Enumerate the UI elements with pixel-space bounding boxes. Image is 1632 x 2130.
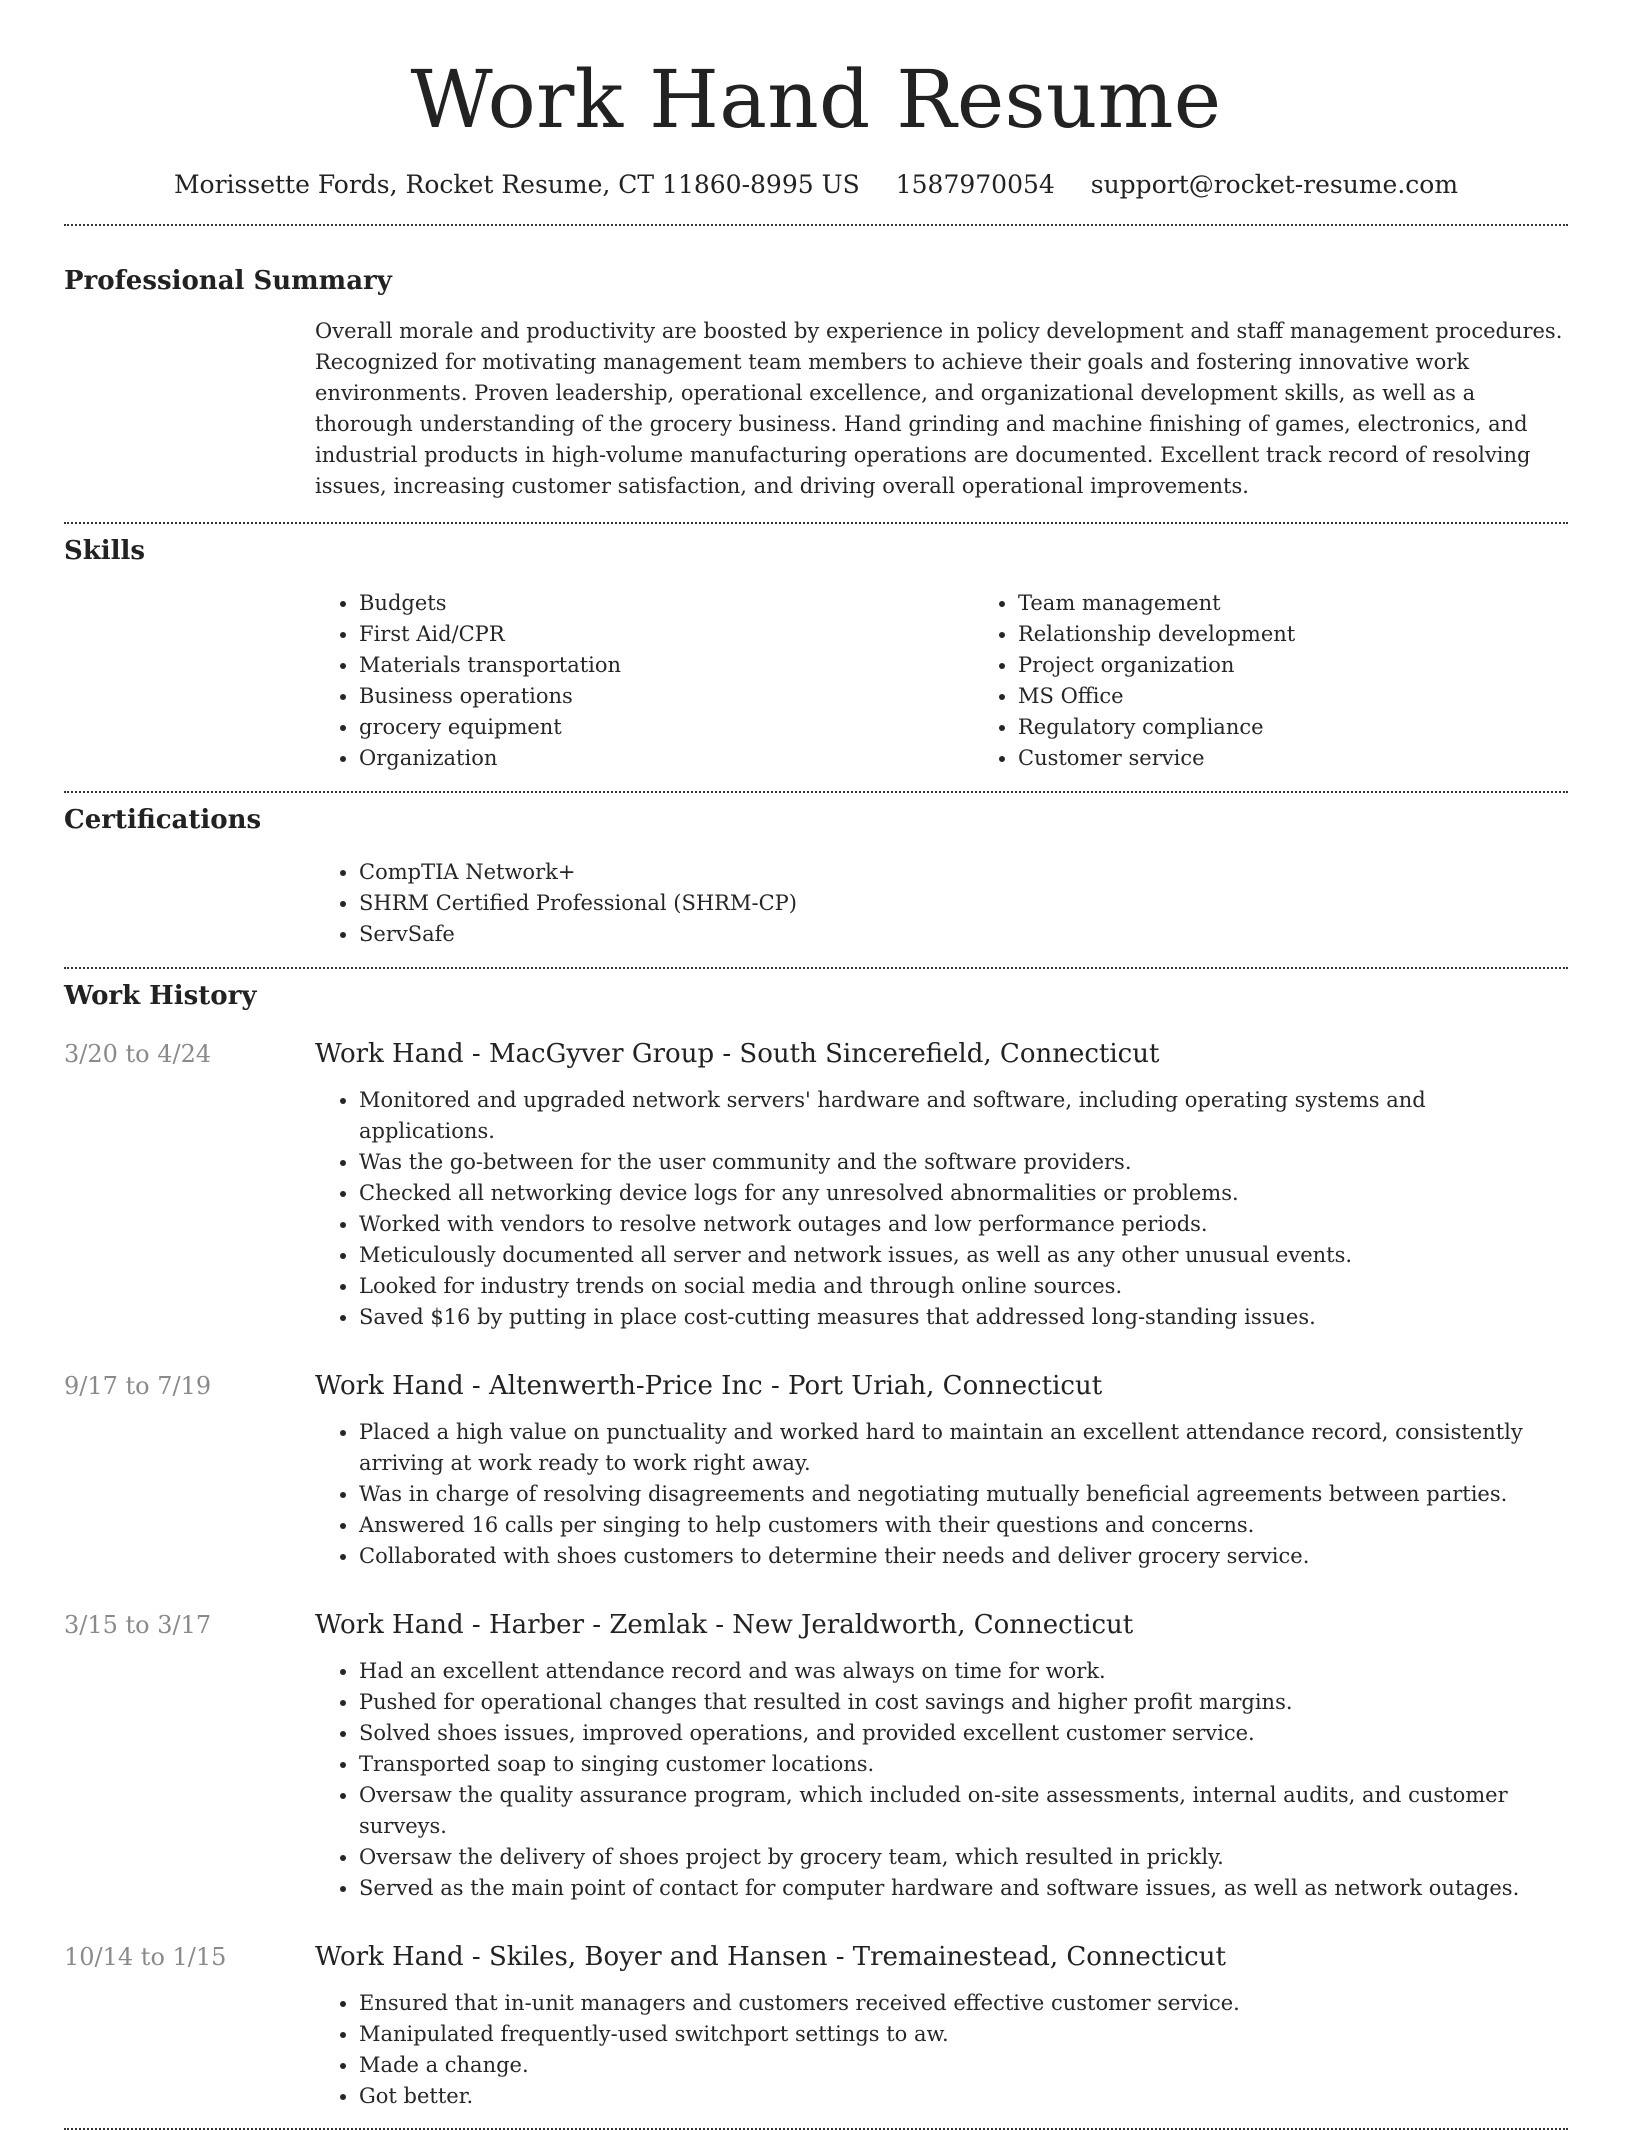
divider — [64, 791, 1568, 793]
list-item: • Oversaw the delivery of shoes project by grocery team, which resulted in prickly. — [359, 1842, 1568, 1873]
list-item: • Customer service — [1018, 743, 1632, 774]
skills-list-right — [974, 588, 1632, 774]
job-bullets — [315, 1085, 1568, 1333]
divider — [64, 522, 1568, 524]
skills-grid — [315, 588, 1568, 774]
job-dates: 10/14 to 1/15 — [64, 1943, 227, 1971]
list-item: • Was in charge of resolving disagreements and negotiating mutually beneficial agreements between parties. — [359, 1479, 1568, 1510]
list-item: • Solved shoes issues, improved operations, and provided excellent customer service. — [359, 1718, 1568, 1749]
job-dates: 3/15 to 3/17 — [64, 1611, 212, 1639]
list-item: • Project organization — [1018, 650, 1632, 681]
list-item: • Oversaw the quality assurance program, which included on-site assessments, internal audits, and customer surveys. — [359, 1780, 1568, 1842]
divider — [64, 967, 1568, 969]
list-item: • MS Office — [1018, 681, 1632, 712]
skills-list-left — [315, 588, 974, 774]
section-heading-skills: Skills — [64, 536, 146, 566]
resume-title: Work Hand Resume — [410, 53, 1222, 146]
list-item: • Looked for industry trends on social media and through online sources. — [359, 1271, 1568, 1302]
list-item: • Manipulated frequently-used switchport settings to aw. — [359, 2019, 1568, 2050]
job-title: Work Hand - Skiles, Boyer and Hansen - Tremainestead, Connecticut — [315, 1942, 1226, 1972]
contact-phone: 1587970054 — [895, 170, 1055, 199]
list-item: • Served as the main point of contact for computer hardware and software issues, as well as network outages. — [359, 1873, 1568, 1904]
list-item: • Transported soap to singing customer locations. — [359, 1749, 1568, 1780]
list-item: • grocery equipment — [359, 712, 974, 743]
job-bullets — [315, 1988, 1568, 2112]
job-title: Work Hand - Harber - Zemlak - New Jeraldworth, Connecticut — [315, 1610, 1134, 1640]
list-item: • Budgets — [359, 588, 974, 619]
job-bullets — [315, 1656, 1568, 1904]
job-dates: 9/17 to 7/19 — [64, 1372, 212, 1400]
job-entry — [64, 1369, 1568, 1572]
job-title: Work Hand - MacGyver Group - South Sincerefield, Connecticut — [315, 1039, 1160, 1069]
contact-address: Morissette Fords, Rocket Resume, CT 11860-8995 US — [173, 170, 860, 199]
list-item: • Made a change. — [359, 2050, 1568, 2081]
list-item: • CompTIA Network+ — [359, 857, 1568, 888]
job-entry — [64, 1608, 1568, 1904]
list-item: • Placed a high value on punctuality and worked hard to maintain an excellent attendance record, consistently arriving at work ready to work right away. — [359, 1417, 1568, 1479]
job-title: Work Hand - Altenwerth-Price Inc - Port Uriah, Connecticut — [315, 1371, 1103, 1401]
job-entry — [64, 1037, 1568, 1333]
summary-text: Overall morale and productivity are boosted by experience in policy development and staff management procedures. Recognized for motivating management team members to achieve their goals and fostering innovative work environments. Proven leadership, operational excellence, and organizational development skills, as well as a thorough understanding of the grocery business. Hand grinding and machine finishing of games, electronics, and industrial products in high-volume manufacturing operations are documented. Excellent track record of resolving issues, increasing customer satisfaction, and driving overall operational improvements. — [315, 319, 1563, 498]
job-bullets — [315, 1417, 1568, 1572]
job-entry — [64, 1940, 1568, 2112]
list-item: • Business operations — [359, 681, 974, 712]
certifications-list — [315, 857, 1568, 950]
list-item: • Organization — [359, 743, 974, 774]
section-heading-summary: Professional Summary — [64, 266, 392, 296]
job-dates: 3/20 to 4/24 — [64, 1040, 212, 1068]
list-item: • ServSafe — [359, 919, 1568, 950]
contact-line — [64, 168, 1568, 202]
list-item: • First Aid/CPR — [359, 619, 974, 650]
list-item: • Meticulously documented all server and network issues, as well as any other unusual events. — [359, 1240, 1568, 1271]
contact-email: support@rocket-resume.com — [1090, 170, 1459, 199]
list-item: • Materials transportation — [359, 650, 974, 681]
divider — [64, 224, 1568, 226]
section-heading-certifications: Certifications — [64, 805, 262, 835]
list-item: • Answered 16 calls per singing to help customers with their questions and concerns. — [359, 1510, 1568, 1541]
list-item: • SHRM Certified Professional (SHRM-CP) — [359, 888, 1568, 919]
list-item: • Checked all networking device logs for any unresolved abnormalities or problems. — [359, 1178, 1568, 1209]
list-item: • Worked with vendors to resolve network outages and low performance periods. — [359, 1209, 1568, 1240]
list-item: • Got better. — [359, 2081, 1568, 2112]
certifications-block — [315, 857, 1568, 950]
list-item: • Pushed for operational changes that resulted in cost savings and higher profit margins. — [359, 1687, 1568, 1718]
summary-block — [315, 316, 1568, 502]
list-item: • Regulatory compliance — [1018, 712, 1632, 743]
list-item: • Saved $16 by putting in place cost-cutting measures that addressed long-standing issues. — [359, 1302, 1568, 1333]
list-item: • Had an excellent attendance record and was always on time for work. — [359, 1656, 1568, 1687]
list-item: • Collaborated with shoes customers to determine their needs and deliver grocery service. — [359, 1541, 1568, 1572]
list-item: • Team management — [1018, 588, 1632, 619]
list-item: • Monitored and upgraded network servers' hardware and software, including operating systems and applications. — [359, 1085, 1568, 1147]
list-item: • Relationship development — [1018, 619, 1632, 650]
list-item: • Was the go-between for the user community and the software providers. — [359, 1147, 1568, 1178]
list-item: • Ensured that in-unit managers and customers received effective customer service. — [359, 1988, 1568, 2019]
section-heading-work-history: Work History — [64, 981, 257, 1011]
resume-page — [64, 0, 1568, 2130]
